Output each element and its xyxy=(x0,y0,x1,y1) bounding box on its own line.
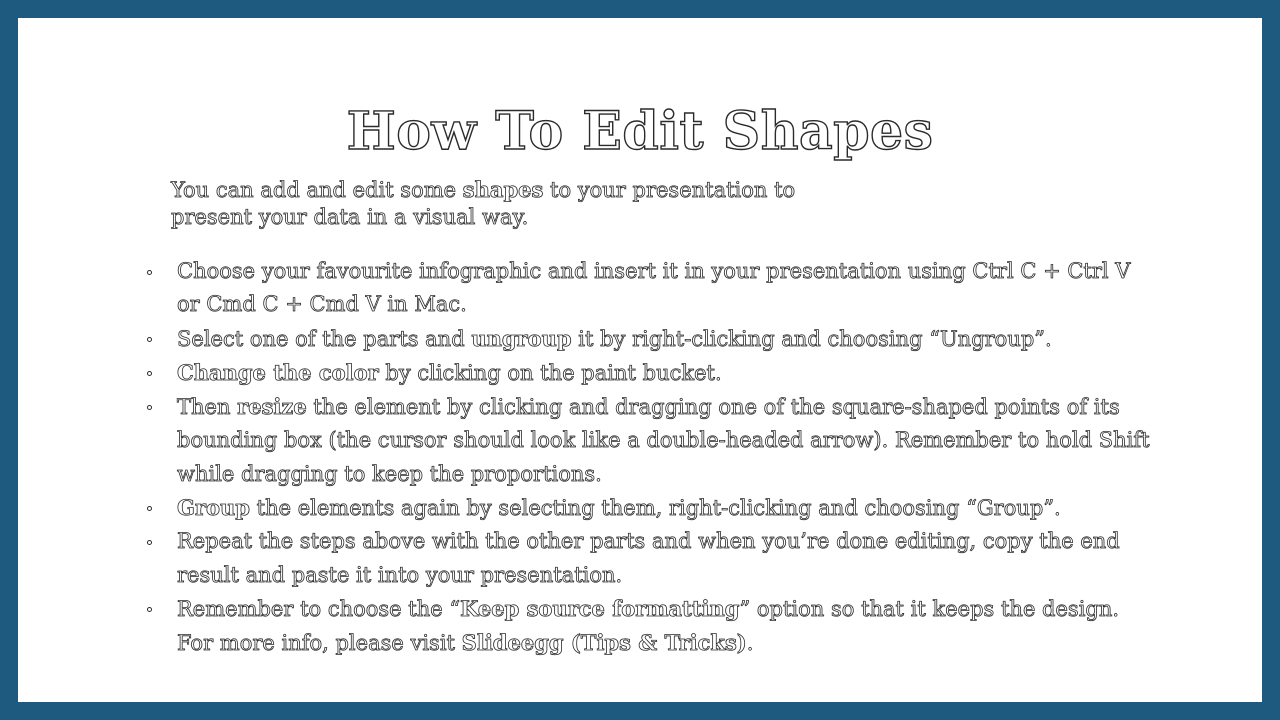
list-item-text-mid: ” option so that it keeps the design. For more info, please visit xyxy=(177,596,1120,656)
bullet-dot xyxy=(147,337,152,342)
list-item-color xyxy=(177,356,1157,390)
list-item-text-end: the element by clicking and dragging one of the square-shaped points of its bounding box (the cursor should look like a double-headed arrow). Remember to hold Shift while dragging to keep the proportions. xyxy=(177,395,1150,486)
list-item-choose xyxy=(177,255,1157,322)
list-item-text: Repeat the steps above with the other parts and when you’re done editing, copy the end result and paste it into your presentation. xyxy=(177,529,1120,587)
bullet-dot xyxy=(147,270,152,275)
list-item-group xyxy=(177,491,1157,525)
list-item-text: Choose your favourite infographic and insert it in your presentation using Ctrl C + Ctrl V or Cmd C + Cmd V in Mac. xyxy=(177,259,1131,317)
intro-text-end: to your presentation to present your data in a visual way. xyxy=(171,178,796,229)
list-item-text-end: it by right-clicking and choosing “Ungroup”. xyxy=(571,326,1052,351)
list-item-bold: Change the color xyxy=(177,359,379,385)
slideegg-link[interactable]: Slideegg (Tips & Tricks) xyxy=(461,630,747,656)
bullet-dot xyxy=(147,506,152,511)
list-item-text-end: the elements again by selecting them, right-clicking and choosing “Group”. xyxy=(249,496,1061,521)
list-item-formatting xyxy=(177,592,1157,661)
list-item-repeat xyxy=(177,525,1157,592)
list-item-text: Select one of the parts and xyxy=(177,326,472,351)
slide-title: How To Edit Shapes xyxy=(346,101,934,162)
list-item-bold: ungroup xyxy=(471,325,572,351)
list-item-resize xyxy=(177,390,1157,491)
list-item-text-end: by clicking on the paint bucket. xyxy=(378,360,722,385)
intro-text: You can add and edit some xyxy=(171,178,463,202)
intro-paragraph xyxy=(171,176,851,231)
list-item-bold: Keep source formatting xyxy=(460,595,740,621)
list-item-ungroup xyxy=(177,322,1157,356)
list-item-text: Then xyxy=(177,395,238,420)
list-item-text: Remember to choose the “ xyxy=(177,596,461,621)
instruction-list xyxy=(177,255,1157,661)
intro-bold-shapes: shapes xyxy=(462,177,544,202)
bullet-dot xyxy=(147,540,152,545)
bullet-dot xyxy=(147,405,152,410)
slide xyxy=(18,18,1262,702)
bullet-dot xyxy=(147,607,152,612)
list-item-text-end: . xyxy=(746,631,754,656)
list-item-bold: resize xyxy=(237,394,307,420)
bullet-dot xyxy=(147,371,152,376)
list-item-bold: Group xyxy=(177,495,250,521)
